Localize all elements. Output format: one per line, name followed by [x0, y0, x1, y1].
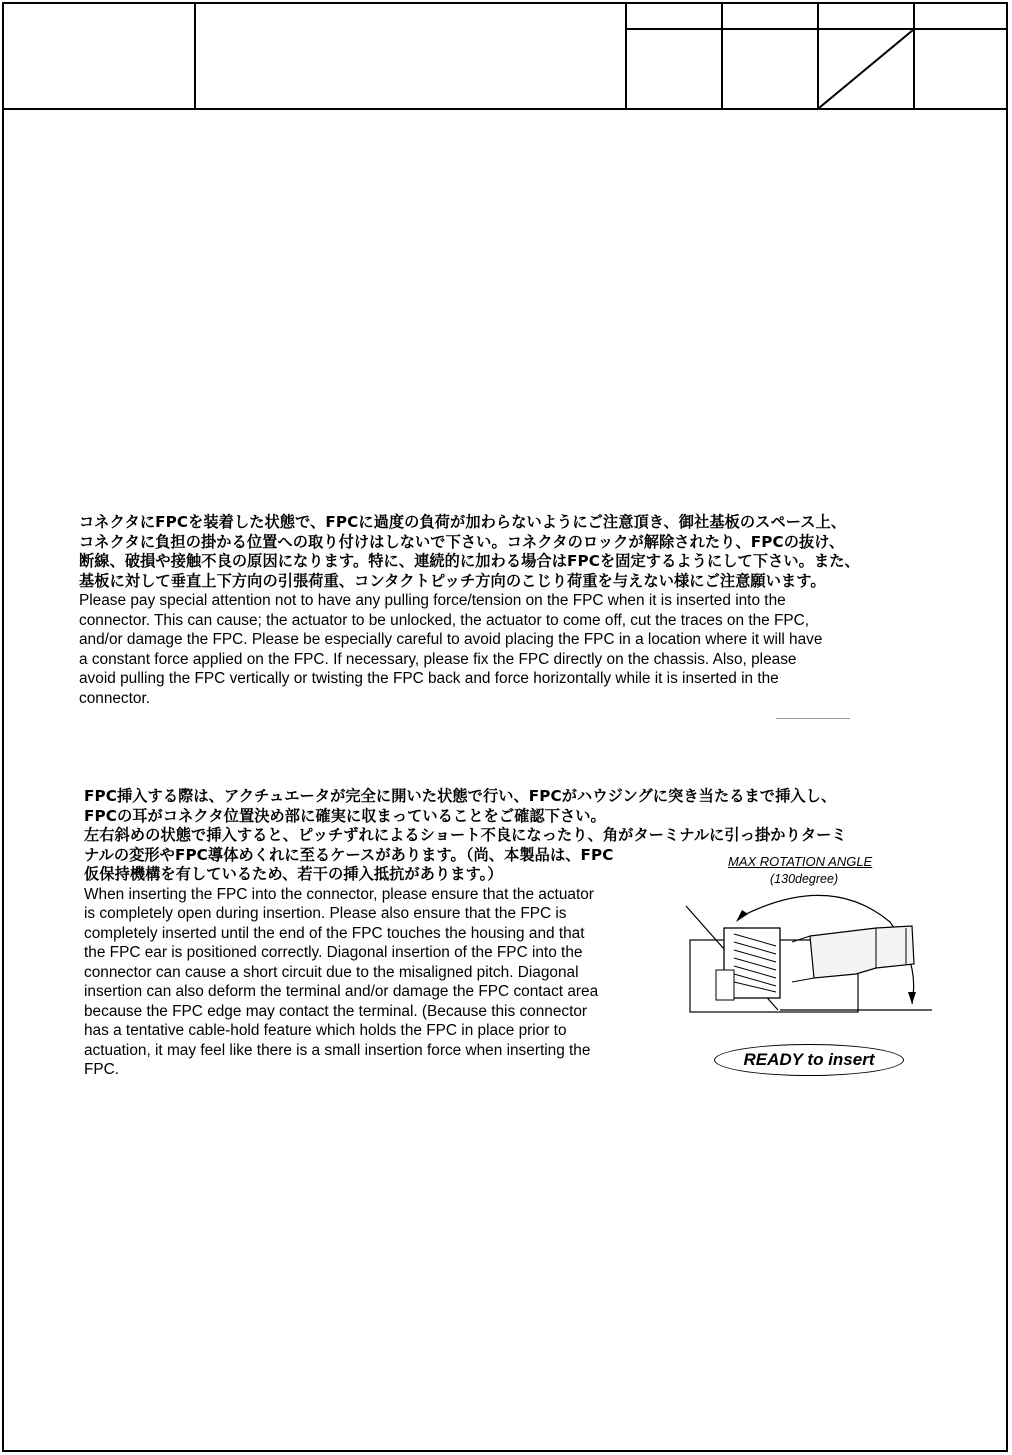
en-text-line: connector. This can cause; the actuator to be unlocked, the actuator to come off, cut the traces on the FPC, [79, 611, 810, 629]
connector-rotation-figure [680, 852, 940, 1082]
jp-text-line: 左右斜めの状態で挿入すると、ピッチずれによるショート不良になったり、角がターミナルに引っ掛かりターミ [84, 826, 847, 844]
figure-title: MAX ROTATION ANGLE [728, 854, 873, 869]
jp-text-line: コネクタにFPCを装着した状態で、FPCに過度の負荷が加わらないようにご注意頂き、御社基板のスペース上、 [79, 513, 847, 531]
en-text-line: connector. [79, 689, 151, 707]
en-text-line: When inserting the FPC into the connector, please ensure that the actuator [84, 885, 594, 903]
title-block-divider [721, 2, 723, 108]
en-text-line: is completely open during insertion. Please also ensure that the FPC is [84, 905, 567, 922]
en-text-line: connector can cause a short circuit due to the misaligned pitch. Diagonal [84, 963, 579, 981]
jp-text-line: FPCの耳がコネクタ位置決め部に確実に収まっていることをご確認下さい。 [84, 806, 606, 825]
en-text-line: and/or damage the FPC. Please be especially careful to avoid placing the FPC in a location where it will have [79, 631, 823, 648]
en-text-line: a constant force applied on the FPC. If necessary, please fix the FPC directly on the chassis. Also, please [79, 650, 797, 668]
jp-text-line: 基板に対して垂直上下方向の引張荷重、コンタクトピッチ方向のこじり荷重を与えない様にご注意願います。 [79, 571, 826, 590]
en-text-line: because the FPC edge may contact the terminal. (Because this connector [84, 1002, 588, 1020]
diagonal-slash-mark [817, 28, 915, 110]
en-text-line: has a tentative cable-hold feature which holds the FPC in place prior to [84, 1022, 567, 1039]
jp-text-line: ナルの変形やFPC導体めくれに至るケースがあります。（尚、本製品は、FPC [84, 845, 614, 864]
en-text-line: FPC. [84, 1061, 120, 1078]
jp-text-line: コネクタに負担の掛かる位置への取り付けはしないで下さい。コネクタのロックが解除されたり、FPCの抜け、 [79, 532, 845, 551]
ready-to-insert-badge: READY to insert [714, 1044, 904, 1076]
en-text-line: avoid pulling the FPC vertically or twisting the FPC back and force horizontally while it is inserted in the [79, 670, 779, 687]
title-block-divider [625, 2, 627, 108]
jp-text-line: 断線、破損や接触不良の原因になります。特に、連続的に加わる場合はFPCを固定するようにして下さい。また、 [79, 552, 860, 570]
figure-subtitle: (130degree) [770, 872, 839, 886]
en-text-line: insertion can also deform the terminal and/or damage the FPC contact area [84, 983, 599, 1000]
en-text-line: completely inserted until the end of the FPC touches the housing and that [84, 924, 585, 942]
title-block-bottom-rule [2, 108, 1008, 110]
en-text-line: actuation, it may feel like there is a small insertion force when inserting the [84, 1041, 591, 1059]
faint-rule [776, 718, 850, 719]
connector-diagram [680, 852, 940, 1042]
title-block [2, 2, 1008, 110]
en-text-line: Please pay special attention not to have any pulling force/tension on the FPC when it is inserted into the [79, 592, 786, 609]
page-frame [2, 2, 1008, 1452]
jp-text-line: FPC挿入する際は、アクチュエータが完全に開いた状態で行い、FPCがハウジングに突き当たるまで挿入し、 [84, 787, 837, 805]
en-text-line: the FPC ear is positioned correctly. Diagonal insertion of the FPC into the [84, 944, 583, 961]
title-block-divider [194, 2, 196, 108]
jp-text-line: 仮保持機構を有しているため、若干の挿入抵抗があります。） [84, 865, 503, 883]
section-fpc-load-caution [79, 513, 939, 708]
